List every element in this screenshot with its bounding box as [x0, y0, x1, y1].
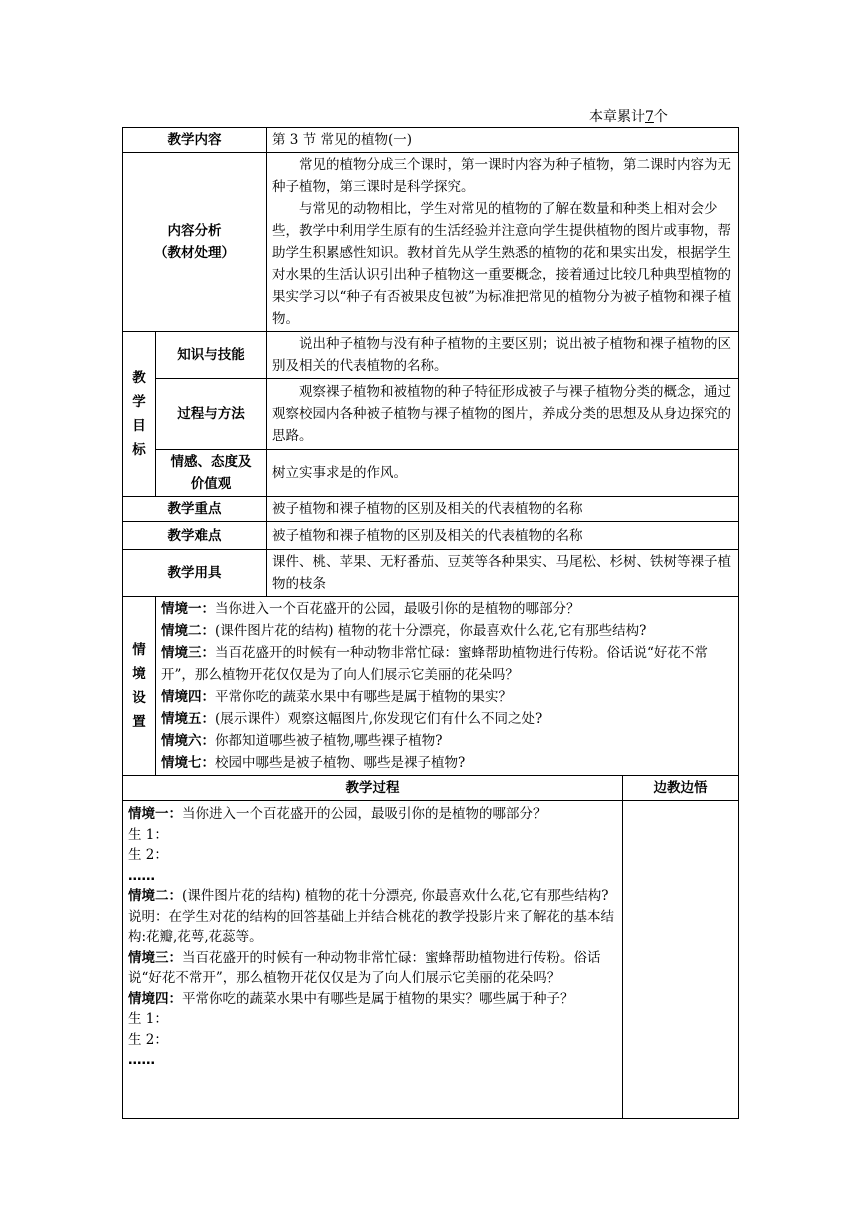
goals-label-char: 学 — [132, 394, 146, 410]
process-value — [267, 379, 739, 450]
tools-label: 教学用具 — [123, 550, 267, 597]
process-text: 平常你吃的蔬菜水果中有哪些是属于植物的果实？哪些属于种子？ — [182, 990, 574, 1007]
student-answer: 生 2： — [128, 847, 168, 863]
scenario-item — [161, 752, 733, 774]
scenario-key: 情境一： — [161, 601, 215, 617]
scenario-item — [161, 598, 733, 620]
tools-row — [123, 550, 739, 597]
goals-label-char: 教 — [132, 370, 146, 386]
knowledge-value — [267, 332, 739, 379]
scenario-label-char: 境 — [132, 666, 146, 682]
process-header-right: 边教边悟 — [623, 776, 739, 801]
process-line — [128, 989, 617, 1010]
scenario-item — [161, 642, 733, 686]
scenario-row — [123, 597, 739, 776]
scenario-key: 情境二： — [128, 888, 182, 904]
process-line — [128, 948, 617, 989]
content-value: 第 3 节 常见的植物(一) — [267, 128, 739, 153]
process-text: 观察裸子植物和被植物的种子特征形成被子与裸子植物分类的概念，通过观察校园内各种被子植物与裸子植物的图片，养成分类的思想及从身边探究的思路。 — [272, 384, 731, 444]
scenario-text: 当你进入一个百花盛开的公园，最吸引你的是植物的哪部分？ — [215, 601, 580, 617]
content-label: 教学内容 — [123, 128, 267, 153]
key-value: 被子植物和裸子植物的区别及相关的代表植物的名称 — [267, 497, 739, 522]
process-header-row — [123, 776, 739, 801]
scenario-label-char: 情 — [132, 642, 146, 658]
scenario-text: 当百花盛开的时候有一种动物非常忙碌：蜜蜂帮助植物进行传粉。俗话说“好花不常开”，那么植物开花仅仅是为了向人们展示它美丽的花朵吗？ — [161, 645, 708, 683]
difficult-row — [123, 522, 739, 550]
scenario-list — [156, 597, 739, 776]
scenario-item — [161, 620, 733, 642]
scenario-item — [161, 686, 733, 708]
chapter-count-value: 7 — [645, 109, 654, 125]
content-row — [123, 128, 739, 153]
student-answer: 生 1： — [128, 826, 168, 843]
scenario-text: 你都知道哪些被子植物,哪些裸子植物? — [215, 733, 443, 749]
emotion-label-line1: 情感、态度及 — [170, 454, 252, 470]
key-row — [123, 497, 739, 522]
scenario-key: 情境三： — [161, 645, 215, 661]
goals-label — [123, 332, 156, 497]
ellipsis: …… — [128, 1052, 155, 1068]
process-text: (课件图片花的结构) 植物的花十分漂亮, 你最喜欢什么花,它有那些结构? — [182, 888, 609, 904]
process-note: 说明：在学生对花的结构的回答基础上并结合桃花的教学投影片来了解花的基本结构:花瓣,花萼,花蕊等。 — [128, 908, 614, 945]
key-label: 教学重点 — [123, 497, 267, 522]
analysis-row — [123, 153, 739, 332]
goals-label-char: 标 — [132, 442, 146, 458]
goal-process-row — [123, 379, 739, 450]
tools-value: 课件、桃、苹果、无籽番茄、豆荚等各种果实、马尾松、杉树、铁树等裸子植物的枝条 — [267, 550, 739, 597]
scenario-key: 情境五： — [161, 711, 215, 727]
emotion-label-line2: 价值观 — [190, 476, 232, 492]
emotion-label — [156, 450, 267, 497]
scenario-key: 情境三： — [128, 949, 182, 966]
scenario-key: 情境二： — [161, 623, 215, 639]
scenario-label-char: 置 — [132, 714, 146, 730]
scenario-key: 情境七： — [161, 755, 215, 771]
scenario-key: 情境一： — [128, 806, 182, 822]
process-line — [128, 886, 617, 907]
scenario-key: 情境四： — [128, 990, 182, 1007]
scenario-text: 校园中哪些是被子植物、哪些是裸子植物? — [215, 755, 466, 771]
emotion-value: 树立实事求是的作风。 — [267, 450, 739, 497]
student-answer: 生 1： — [128, 1011, 168, 1027]
scenario-item — [161, 708, 733, 730]
knowledge-text: 说出种子植物与没有种子植物的主要区别；说出被子植物和裸子植物的区别及相关的代表植物的名称。 — [272, 336, 731, 374]
lesson-plan-table — [122, 127, 739, 1119]
analysis-content — [267, 153, 739, 332]
scenario-text: (课件图片花的结构) 植物的花十分漂亮，你最喜欢什么花,它有那些结构? — [215, 623, 647, 639]
process-line — [128, 804, 617, 825]
chapter-count-suffix: 个 — [653, 109, 668, 125]
student-answer: 生 2： — [128, 1031, 168, 1048]
scenario-item — [161, 730, 733, 752]
goal-knowledge-row — [123, 332, 739, 379]
analysis-paragraph-1: 常见的植物分成三个课时，第一课时内容为种子植物，第二课时内容为无种子植物，第三课时是科学探究。 — [272, 157, 731, 195]
scenario-key: 情境六： — [161, 733, 215, 749]
ellipsis: …… — [128, 867, 155, 884]
goal-emotion-row — [123, 450, 739, 497]
process-header-left: 教学过程 — [123, 776, 623, 801]
analysis-label-line1: 内容分析 — [167, 223, 222, 239]
analysis-label — [123, 153, 267, 332]
scenario-label — [123, 597, 156, 776]
chapter-count-note — [589, 106, 668, 126]
process-body-row — [123, 801, 739, 1119]
reflection-cell[interactable] — [623, 801, 739, 1119]
difficult-label: 教学难点 — [123, 522, 267, 550]
process-body — [123, 801, 623, 1119]
scenario-key: 情境四： — [161, 689, 215, 705]
process-text: 当百花盛开的时候有一种动物非常忙碌：蜜蜂帮助植物进行传粉。俗话说“好花不常开”，那么植物开花仅仅是为了向人们展示它美丽的花朵吗？ — [128, 949, 601, 986]
analysis-label-line2: （教材处理） — [154, 245, 235, 261]
analysis-paragraph-2: 与常见的动物相比，学生对常见的植物的了解在数量和种类上相对会少些，教学中利用学生原有的生活经验并注意向学生提供植物的图片或事物，帮助学生积累感性知识。教材首先从学生熟悉的植物的花和果实出发，根据学生对水果的生活认识引出种子植物这一重要概念，接着通过比较几种典型植物的果实学习以“种子有否被果皮包被”为标准把常见的植物分为被子植物和裸子植物。 — [272, 201, 732, 327]
scenario-text: (展示课件）观察这幅图片,你发现它们有什么不同之处? — [215, 711, 543, 727]
process-label: 过程与方法 — [156, 379, 267, 450]
goals-label-char: 目 — [132, 418, 146, 434]
scenario-label-char: 设 — [132, 690, 146, 706]
process-text: 当你进入一个百花盛开的公园，最吸引你的是植物的哪部分？ — [182, 806, 547, 822]
chapter-count-prefix: 本章累计 — [589, 109, 645, 125]
scenario-text: 平常你吃的蔬菜水果中有哪些是属于植物的果实？ — [215, 689, 512, 705]
knowledge-label: 知识与技能 — [156, 332, 267, 379]
difficult-value: 被子植物和裸子植物的区别及相关的代表植物的名称 — [267, 522, 739, 550]
